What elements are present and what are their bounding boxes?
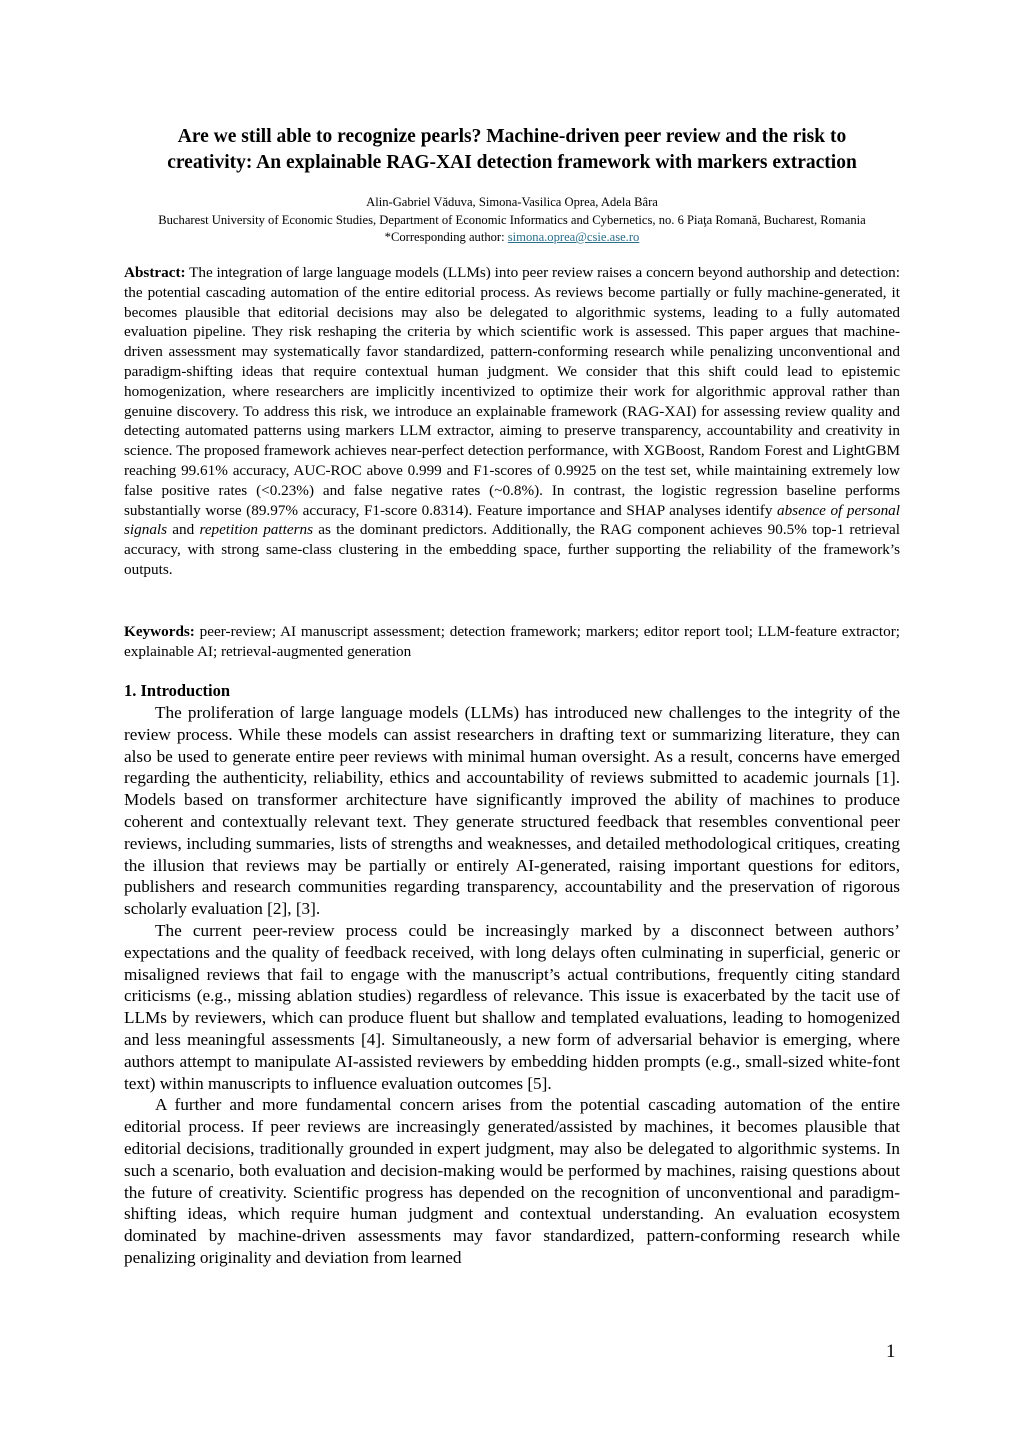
introduction-body xyxy=(124,702,900,1269)
page-number: 1 xyxy=(886,1341,896,1362)
abstract-and: and xyxy=(167,521,200,539)
section-heading-introduction: 1. Introduction xyxy=(124,681,231,700)
paper-title xyxy=(124,124,900,176)
intro-paragraph: The proliferation of large language models (LLMs) has introduced new challenges to the integrity of the review process. While these models can assist researchers in drafting text or summarizing literature, they can also be used to generate entire peer reviews with minimal human oversight. As a result, concerns have emerged regarding the authenticity, reliability, ethics and accountability of reviews submitted to academic journals [1]. Models based on transformer architecture have significantly improved the ability of machines to produce coherent and contextually relevant text. They generate structured feedback that resembles conventional peer reviews, including summaries, lists of strengths and weaknesses, and detailed methodological critiques, creating the illusion that reviews may be partially or entirely AI-generated, raising important questions for editors, publishers and research communities regarding transparency, accountability and the preservation of rigorous scholarly evaluation [2], [3]. xyxy=(124,703,900,919)
intro-paragraph: A further and more fundamental concern arises from the potential cascading automation of the entire editorial process. If peer reviews are increasingly generated/assisted by machines, it becomes plausible that editorial decisions, traditionally grounded in expert judgment, may also be delegated to algorithmic systems. In such a scenario, both evaluation and decision-making would be performed by machines, raising questions about the future of creativity. Scientific progress has depended on the recognition of unconventional and paradigm-shifting ideas, which require human judgment and contextual understanding. An evaluation ecosystem dominated by machine-driven assessments may favor standardized, pattern-conforming research while penalizing originality and deviation from learned xyxy=(124,1095,900,1267)
title-line-2: creativity: An explainable RAG-XAI detection framework with markers extraction xyxy=(167,152,857,173)
corresponding-label: *Corresponding author: xyxy=(384,230,508,244)
keywords-text: peer-review; AI manuscript assessment; detection framework; markers; editor report tool; LLM-feature extractor; explainable AI; retrieval-augmented generation xyxy=(124,623,900,660)
corresponding-author xyxy=(124,229,900,247)
abstract-label: Abstract: xyxy=(124,264,186,281)
keywords xyxy=(124,622,900,662)
intro-paragraph: The current peer-review process could be increasingly marked by a disconnect between authors’ expectations and the quality of feedback received, with long delays often culminating in superficial, generic or misaligned reviews that fail to engage with the manuscript’s actual contributions, frequently citing standard criticisms (e.g., missing ablation studies) regardless of relevance. This issue is exacerbated by the tacit use of LLMs by reviewers, which can produce fluent but shallow and templated evaluations, leading to homogenized and less meaningful assessments [4]. Simultaneously, a new form of adversarial behavior is emerging, where authors attempt to manipulate AI-assisted reviewers by embedding hidden prompts (e.g., small-sized white-font text) within manuscripts to influence evaluation outcomes [5]. xyxy=(124,920,900,1093)
abstract xyxy=(124,263,900,580)
corresponding-email-link[interactable]: simona.oprea@csie.ase.ro xyxy=(507,230,640,244)
abstract-text-1: The integration of large language models (LLMs) into peer review raises a concern beyond authorship and detection: the potential cascading automation of the entire editorial process. As reviews become partially or fully machine-generated, it becomes plausible that editorial decisions may also be delegated to algorithmic systems, leading to a fully automated evaluation pipeline. They risk reshaping the criteria by which scientific work is assessed. This paper argues that machine-driven assessment may systematically favor standardized, pattern-conforming research while penalizing unconventional and paradigm-shifting ideas that require contextual human judgment. We consider that this shift could lead to epistemic homogenization, where researchers are implicitly incentivized to optimize their work for algorithmic approval rather than genuine discovery. To address this risk, we introduce an explainable framework (RAG-XAI) for assessing review quality and detecting automated patterns using markers LLM extractor, aiming to preserve transparency, accountability and creativity in science. The proposed framework achieves near-perfect detection performance, with XGBoost, Random Forest and LightGBM reaching 99.61% accuracy, AUC-ROC above 0.999 and F1-scores of 0.9925 on the test set, while maintaining extremely low false positive rates (<0.23%) and false negative rates (~0.8%). In contrast, the logistic regression baseline performs substantially worse (89.97% accuracy, F1-score 0.8314). Feature importance and SHAP analyses identify xyxy=(124,264,900,519)
keywords-label: Keywords: xyxy=(124,623,195,640)
author-block xyxy=(124,194,900,247)
abstract-italic-2: repetition patterns xyxy=(199,521,313,539)
author-names: Alin-Gabriel Văduva, Simona-Vasilica Oprea, Adela Bâra xyxy=(366,195,658,209)
abstract-text-2: as the dominant predictors. Additionally, the RAG component achieves 90.5% top-1 retrieval accuracy, with strong same-class clustering in the embedding space, further supporting the reliability of the framework’s outputs. xyxy=(124,521,900,578)
author-affiliation: Bucharest University of Economic Studies, Department of Economic Informatics and Cybernetics, no. 6 Piaţa Romană, Bucharest, Romania xyxy=(158,212,866,227)
title-line-1: Are we still able to recognize pearls? Machine-driven peer review and the risk to xyxy=(177,126,847,147)
abstract-italic-1: absence of personal signals xyxy=(124,501,901,539)
